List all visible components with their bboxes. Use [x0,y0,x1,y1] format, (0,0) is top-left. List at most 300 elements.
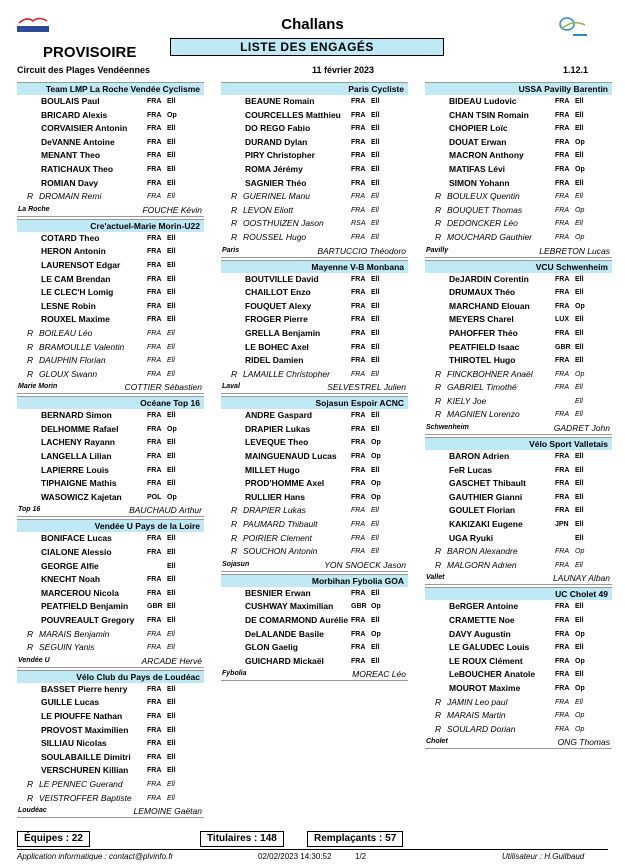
rider-name: LE ROUX Clément [449,655,523,666]
substitute-category: Ell [167,343,175,351]
rider-row [221,628,408,642]
rider-category: Op [575,138,585,146]
rider-category: Ell [167,685,176,693]
rider-name: DO REGO Fabio [245,123,311,134]
rider-category: Op [167,111,177,119]
rider-nationality: FRA [555,357,570,365]
rider-nationality: FRA [351,138,366,146]
substitute-nationality: FRA [351,507,365,515]
rider-row [17,313,204,327]
rider-name: GOULET Florian [449,505,516,516]
substitute-name: MOUCHARD Gauthier [447,231,533,242]
list-title-box: LISTE DES ENGAGÉS [170,38,444,56]
rider-nationality: FRA [147,248,162,256]
rider-nationality: LUX [555,316,569,324]
team-director: FOUCHE Kévin [142,204,202,215]
team-name: Team LMP La Roche Vendée Cyclisme [17,82,204,95]
footer-divider [17,849,608,850]
rider-name: ROMIAN Davy [41,177,99,188]
rider-row [425,491,612,505]
team-director: COTTIER Sébastien [124,382,202,393]
rider-nationality: FRA [147,439,162,447]
substitute-nationality: FRA [351,521,365,529]
team-city: Loudéac [18,807,47,815]
substitute-category: Ell [575,193,583,201]
team-block [17,396,204,517]
rider-nationality: FRA [555,644,570,652]
substitute-marker: R [231,368,238,379]
rider-name: LESNE Robin [41,300,96,311]
substitute-row [17,792,204,806]
team-name: VCU Schwenheim [425,260,612,273]
rider-category: Ell [575,111,584,119]
rider-category: Op [575,657,585,665]
rider-name: BARON Adrien [449,451,510,462]
substitute-name: LAMAILLE Christopher [243,368,330,379]
rider-category: Ell [371,589,380,597]
substitute-name: LEVON Eliott [243,204,294,215]
rider-name: DRUMAUX Théo [449,287,516,298]
substitute-nationality: FRA [351,206,365,214]
team-city: La Roche [18,205,50,213]
rider-nationality: JPN [555,521,569,529]
rider-row [17,764,204,778]
rider-name: DE COMARMOND Aurélie [245,615,349,625]
substitute-category: Ell [371,193,379,201]
app-contact: Application informatique : contact@plvinfo.fr [17,852,174,861]
substitute-marker: R [435,218,442,229]
team-director: BAUCHAUD Arthur [129,505,202,516]
substitute-marker: R [27,191,34,202]
rider-row [221,327,408,341]
substitute-category: Op [575,725,585,733]
rider-nationality: FRA [147,261,162,269]
team-director: LAUNAY Alban [552,573,610,584]
rider-row [221,95,408,109]
team-name: USSA Pavilly Barentin [425,82,612,95]
rider-name: COURCELLES Matthieu [245,109,341,120]
rider-row [221,177,408,191]
rider-row [425,341,612,355]
substitute-category: Ell [167,644,175,652]
substitute-marker: R [231,519,238,530]
substitutes-count: Remplaçants : 57 [307,831,403,847]
rider-name: LEVEQUE Theo [245,437,309,448]
rider-name: DeVANNE Antoine [41,136,115,147]
rider-name: RULLIER Hans [245,491,305,502]
team-block [221,260,408,395]
substitute-nationality: FRA [555,220,569,228]
substitute-nationality: FRA [555,370,569,378]
rider-category: Ell [371,657,380,665]
team-name: Vélo Sport Valletais [425,437,612,450]
rider-category: Ell [167,275,176,283]
substitute-name: KIELY Joe [447,395,487,406]
substitute-row [17,354,204,368]
substitute-row [221,368,408,382]
rider-name: RATICHAUX Theo [41,163,114,174]
rider-name: MENANT Theo [41,150,101,161]
substitute-category: Ell [371,206,379,214]
substitute-row [17,368,204,382]
rider-row [425,464,612,478]
rider-nationality: GBR [555,343,571,351]
rider-nationality: FRA [147,152,162,160]
substitute-marker: R [435,710,442,721]
rider-row [221,477,408,491]
substitute-category: Ell [371,521,379,529]
rider-row [17,614,204,628]
rider-row [17,532,204,546]
rider-name: CHAILLOT Enzo [245,287,311,298]
rider-category: Ell [575,534,584,542]
rider-nationality: FRA [147,712,162,720]
rider-category: Ell [575,125,584,133]
rider-name: BRICARD Alexis [41,109,108,120]
team-city: Vendée U [18,656,50,664]
rider-nationality: FRA [351,439,366,447]
substitute-name: BARON Alexandre [447,546,518,557]
substitute-name: POIRIER Clement [243,532,312,543]
rider-name: PEATFIELD Benjamin [41,601,129,612]
substitute-nationality: FRA [555,193,569,201]
team-director-row [17,204,204,217]
rider-row [17,436,204,450]
rider-category: Ell [371,98,380,105]
rider-category: Ell [371,425,380,433]
rider-nationality: FRA [147,138,162,146]
rider-category: Ell [167,453,176,461]
team-name: Océane Top 16 [17,396,204,409]
rider-category: Op [575,684,585,692]
rider-category: Ell [575,617,584,624]
rider-name: DeLALANDE Basile [245,628,324,639]
rider-category: Ell [575,316,584,324]
team-city: Top 16 [18,506,41,514]
rider-row [425,532,612,546]
rider-row [425,286,612,300]
rider-nationality: FRA [555,493,570,501]
team-director-row [17,504,204,517]
rider-row [425,300,612,314]
team-block [17,219,204,395]
rider-nationality: FRA [147,98,162,105]
rider-nationality: FRA [147,466,162,474]
rider-nationality: FRA [555,684,570,692]
provisoire-label: PROVISOIRE [43,44,137,61]
substitute-category: Ell [371,220,379,228]
rider-category: Ell [167,138,176,146]
rider-nationality: FRA [555,507,570,515]
rider-category: Ell [167,726,176,734]
rider-nationality: FRA [555,453,570,461]
rider-name: BeRGER Antoine [449,601,519,612]
rider-row [221,600,408,614]
substitute-row [425,559,612,573]
substitute-marker: R [435,395,442,406]
substitute-row [425,696,612,710]
rider-row [425,504,612,518]
rider-category: Ell [167,549,176,557]
substitute-row [425,381,612,395]
rider-nationality: FRA [147,165,162,173]
substitute-row [425,204,612,218]
rider-name: GUICHARD Mickaël [245,655,324,666]
substitute-nationality: FRA [555,698,569,706]
rider-row [425,668,612,682]
team-director-row [425,572,612,585]
rider-name: BASSET Pierre henry [41,683,128,694]
rider-nationality: FRA [147,179,162,187]
rider-name: CORVAISIER Antonin [41,123,128,134]
rider-row [17,751,204,765]
rider-row [17,560,204,574]
substitute-marker: R [435,546,442,557]
rider-nationality: FRA [555,275,570,283]
rider-category: Ell [575,329,584,337]
substitute-row [17,628,204,642]
team-director: LEBRETON Lucas [539,245,610,256]
substitute-category: Ell [575,561,583,569]
rider-name: MARCHAND Elouan [449,300,530,311]
rider-nationality: FRA [147,275,162,283]
rider-nationality: FRA [555,152,570,160]
team-city: Pavilly [426,246,449,254]
substitute-category: Ell [167,329,175,337]
rider-name: PROD'HOMME Axel [245,478,325,489]
team-director: GADRET John [553,423,610,434]
rider-row [221,655,408,669]
substitute-row [425,709,612,723]
team-name: Vélo Club du Pays de Loudéac [17,670,204,683]
substitute-row [221,518,408,532]
team-director: LEMOINE Gaëtan [133,806,202,817]
column-left [17,82,204,820]
rider-nationality: FRA [147,576,162,584]
rider-category: Ell [167,439,176,447]
rider-category: Ell [167,562,176,570]
rider-row [425,313,612,327]
team-block [221,574,408,682]
rider-name: SAGNIER Théo [245,177,307,188]
rider-category: Op [575,630,585,638]
rider-category: Ell [575,179,584,187]
substitute-marker: R [27,368,34,379]
rider-category: Ell [371,466,380,474]
rider-category: Ell [371,316,380,324]
substitute-row [17,341,204,355]
team-city: Marie Morin [18,383,58,391]
rider-name: MAINGUENAUD Lucas [245,451,337,462]
rider-name: TIPHAIGNE Mathis [41,478,117,489]
rider-row [17,300,204,314]
substitute-name: FINCKBOHNER Anaël [447,368,533,379]
rider-category: Ell [167,302,176,310]
rider-name: THIROTEL Hugo [449,355,516,366]
rider-name: GEORGE Alfie [41,560,99,571]
rider-nationality: FRA [351,302,366,310]
rider-nationality: FRA [351,644,366,652]
rider-name: HERON Antonin [41,246,106,257]
substitute-marker: R [231,532,238,543]
team-name: UC Cholet 49 [425,587,612,600]
rider-category: Ell [371,617,380,624]
substitute-marker: R [27,792,34,803]
rider-nationality: FRA [555,671,570,679]
rider-row [221,491,408,505]
rider-nationality: POL [147,493,162,501]
rider-nationality: FRA [351,466,366,474]
rider-category: Ell [167,261,176,269]
team-name: Cre'actuel-Marie Morin-U22 [17,219,204,232]
rider-row [221,109,408,123]
rider-row [425,477,612,491]
rider-nationality: FRA [555,111,570,119]
substitute-row [425,231,612,245]
rider-name: DRAPIER Lukas [245,423,311,434]
rider-name: SOULABAILLE Dimitri [41,751,131,762]
rider-name: FOUQUET Alexy [245,300,312,311]
rider-name: LAURENSOT Edgar [41,259,121,270]
substitute-category: Ell [371,370,379,378]
team-name: Mayenne V-B Monbana [221,260,408,273]
rider-row [425,628,612,642]
rider-row [425,109,612,123]
rider-nationality: FRA [555,165,570,173]
team-director-row [221,245,408,258]
rider-row [17,683,204,697]
rider-nationality: FRA [147,412,162,420]
team-director: ARCADE Hervé [141,655,202,666]
team-block [425,260,612,436]
rider-name: DURAND Dylan [245,136,308,147]
team-director-row [221,559,408,572]
substitute-name: DRAPIER Lukas [243,505,306,516]
user-name: Utilisateur : H.Guilbaud [502,852,585,861]
substitute-marker: R [231,231,238,242]
team-city: Fybolia [222,670,247,678]
rider-nationality: FRA [555,98,570,105]
substitute-name: SEGUIN Yanis [39,642,95,653]
substitute-row [425,368,612,382]
substitute-row [221,545,408,559]
rider-category: Ell [371,165,380,173]
substitute-row [425,545,612,559]
substitute-nationality: FRA [555,712,569,720]
rider-row [221,163,408,177]
rider-nationality: GBR [147,603,163,611]
rider-category: Op [575,165,585,173]
rider-name: BOUTVILLE David [245,273,319,284]
substitute-nationality: FRA [147,644,161,652]
rider-category: Ell [167,248,176,256]
rider-nationality: FRA [555,630,570,638]
substitute-row [425,408,612,422]
team-director-row [221,668,408,681]
rider-row [221,464,408,478]
rider-row [425,600,612,614]
substitute-category: Ell [575,397,583,405]
rider-category: Ell [167,767,176,775]
rider-category: Ell [575,507,584,515]
substitute-category: Ell [575,411,583,419]
substitute-category: Ell [167,630,175,638]
rider-row [425,95,612,109]
substitute-category: Ell [167,794,175,802]
rider-row [17,710,204,724]
rider-nationality: FRA [351,657,366,665]
team-name: Morbihan Fybolia GOA [221,574,408,587]
rider-category: Ell [371,111,380,119]
rider-nationality: FRA [351,589,366,597]
substitute-category: Ell [371,233,379,241]
rider-nationality: FRA [351,493,366,501]
page-number: 1/2 [355,852,367,861]
rider-category: Ell [167,152,176,160]
substitute-row [425,395,612,409]
rider-row [17,724,204,738]
rider-category: Op [371,630,381,638]
rider-nationality: FRA [555,138,570,146]
rider-name: MOUROT Maxime [449,682,521,693]
rider-name: DELHOMME Rafael [41,423,119,434]
rider-category: Op [575,302,585,310]
substitute-nationality: FRA [147,357,161,365]
rider-nationality: FRA [351,617,366,624]
rider-row [17,464,204,478]
rider-nationality: FRA [555,179,570,187]
team-city: Sojasun [222,560,250,568]
rider-name: LE PIOUFFE Nathan [41,710,123,721]
rider-nationality: FRA [351,453,366,461]
team-name: Vendée U Pays de la Loire [17,519,204,532]
rider-row [221,436,408,450]
rider-nationality: FRA [147,125,162,133]
substitute-row [221,217,408,231]
rider-category: Ell [575,152,584,160]
rider-nationality: FRA [351,329,366,337]
race-date: 11 février 2023 [312,65,375,75]
rider-name: LE GALUDEC Louis [449,642,530,653]
substitute-name: GLOUX Swann [39,368,98,379]
rider-category: Ell [167,165,176,173]
team-block [17,519,204,667]
rider-category: Ell [167,125,176,133]
rider-row [425,518,612,532]
rider-name: BONIFACE Lucas [41,533,112,544]
substitute-name: BRAMOULLE Valentin [39,341,125,352]
rider-name: ANDRE Gaspard [245,410,313,421]
rider-name: DeJARDIN Corentin [449,273,529,284]
substitute-category: Ell [167,370,175,378]
rider-row [425,682,612,696]
rider-category: Ell [371,343,380,351]
rider-name: BEAUNE Romain [245,96,315,106]
rider-row [425,354,612,368]
substitute-row [425,217,612,231]
substitute-name: DAUPHIN Florian [39,355,106,366]
rider-nationality: FRA [147,535,162,543]
rider-name: LANGELLA Lilian [41,451,112,462]
substitute-row [221,532,408,546]
rider-category: Ell [167,589,176,597]
substitute-category: Ell [371,534,379,542]
rider-category: Ell [167,412,176,420]
rider-nationality: FRA [351,111,366,119]
team-block [17,82,204,217]
team-city: Vallet [426,574,445,582]
substitute-category: Op [575,206,585,214]
